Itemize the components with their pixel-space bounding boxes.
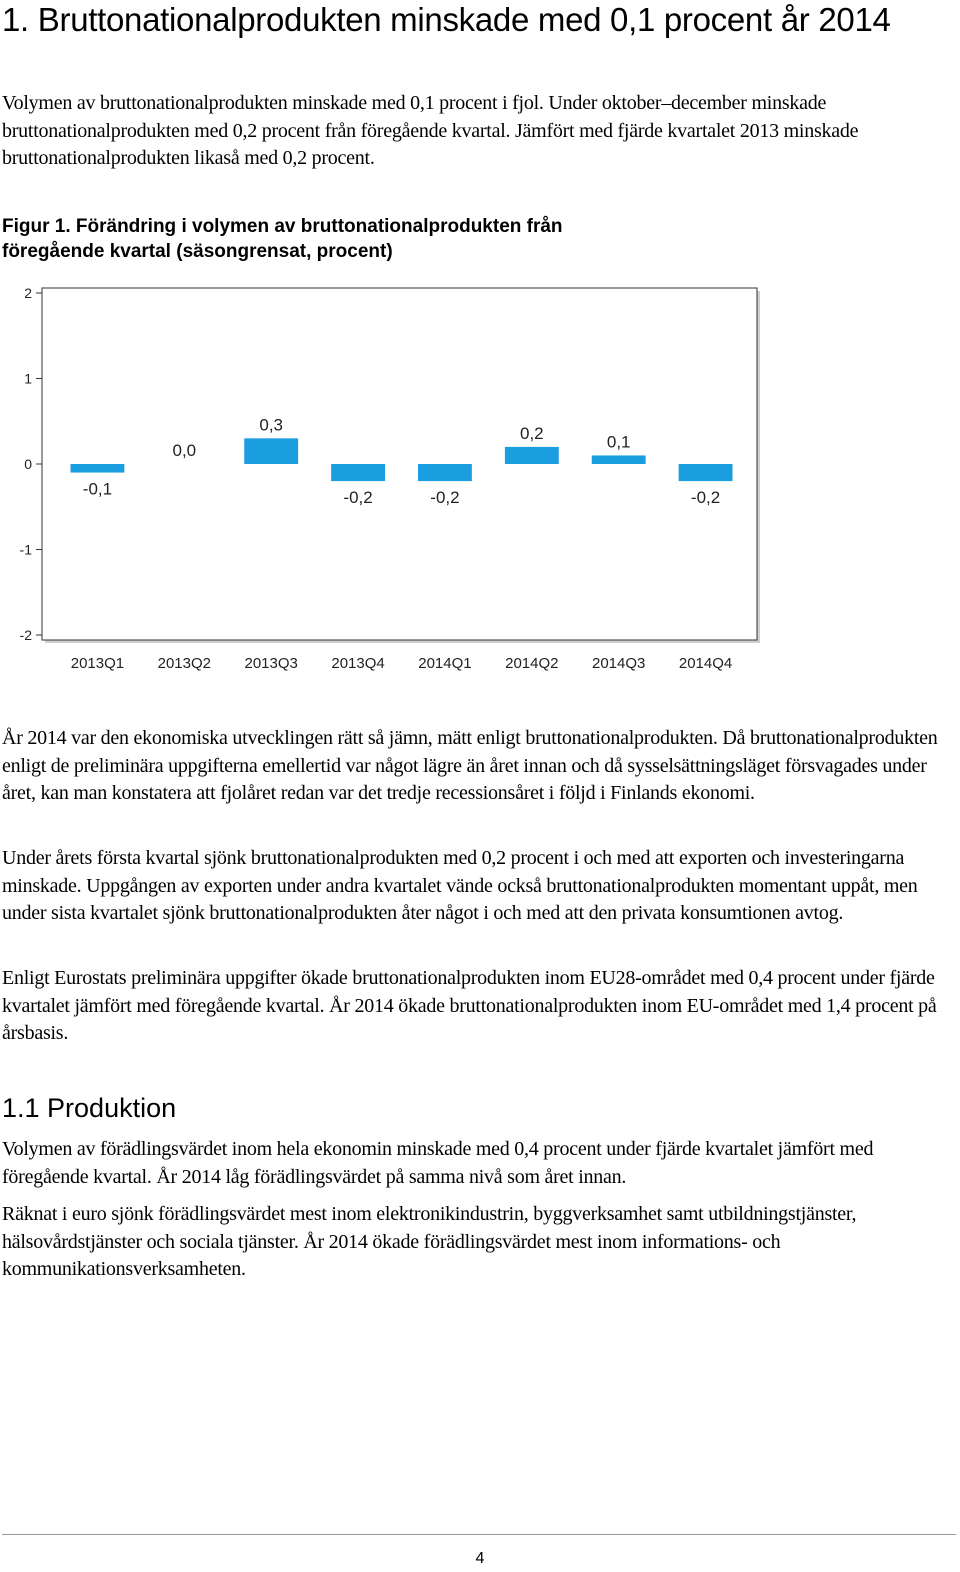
bar <box>71 464 125 473</box>
bar <box>592 455 646 464</box>
data-label: -0,1 <box>82 479 113 499</box>
plot-area <box>42 288 757 640</box>
body-paragraph-3: Enligt Eurostats preliminära uppgifter ökade bruttonationalprodukten inom EU28-området med 0,4 procent under fjärde kvartalet jämfört med föregående kvartal. År 2014 ökade bruttonationalprodukten inom EU-området med 1,4 procent på årsbasis. <box>2 967 937 1044</box>
x-tick-label: 2014Q4 <box>678 655 733 672</box>
data-label: 0,1 <box>606 432 631 452</box>
bar <box>418 464 472 481</box>
data-label: 0,2 <box>519 423 544 443</box>
bar <box>679 464 733 481</box>
data-label: -0,2 <box>430 488 460 508</box>
data-label: 0,3 <box>259 415 284 435</box>
y-tick-label: -1 <box>19 541 32 558</box>
gdp-bar-chart <box>2 278 772 678</box>
section-paragraph-1: Volymen av förädlingsvärdet inom hela ekonomin minskade med 0,4 procent under fjärde kvartalet jämfört med föregående kvartal. År 2014 låg förädlingsvärdet på samma nivå som året innan. <box>2 1138 874 1188</box>
main-heading: 1. Bruttonationalprodukten minskade med 0,1 procent år 2014 <box>2 1 891 38</box>
body-paragraph-2: Under årets första kvartal sjönk bruttonationalprodukten med 0,2 procent i och med att exporten och investeringarna minskade. Uppgången av exporten under andra kvartalet vände också bruttonationalprodukten momentant uppåt, men under sista kvartalet sjönk bruttonationalprodukten åter något i och med att den privata konsumtionen avtog. <box>2 847 918 924</box>
x-tick-label: 2013Q1 <box>70 655 125 672</box>
y-tick-label: 2 <box>24 285 32 301</box>
x-tick-label: 2014Q2 <box>505 655 559 672</box>
bar <box>505 447 559 464</box>
section-paragraph-2: Räknat i euro sjönk förädlingsvärdet mest inom elektronikindustrin, byggverksamhet samt utbildningstjänster, hälsovårdstjänster och sociala tjänster. År 2014 ökade förädlingsvärdet mest inom informations- och kommunikationsverksamheten. <box>2 1203 857 1280</box>
x-tick-label: 2013Q2 <box>157 655 212 672</box>
data-label: -0,2 <box>690 488 721 508</box>
x-tick-label: 2013Q4 <box>331 655 385 672</box>
y-tick-label: 0 <box>24 456 32 472</box>
bar <box>244 438 298 464</box>
body-paragraph-1: År 2014 var den ekonomiska utvecklingen rätt så jämn, mätt enligt bruttonationalprodukten. Då bruttonationalprodukten enligt de preliminära uppgifterna emellertid var något lägre än året innan och då sysselsättningsläget försvagades under året, kan man konstatera att fjolåret redan var det tredje recessionsåret i följd i Finlands ekonomi. <box>2 727 938 804</box>
intro-paragraph: Volymen av bruttonationalprodukten minskade med 0,1 procent i fjol. Under oktober–december minskade bruttonationalprodukten med 0,2 procent från föregående kvartal. Jämfört med fjärde kvartalet 2013 minskade bruttonationalprodukten likaså med 0,2 procent. <box>2 92 859 169</box>
section-heading: 1.1 Produktion <box>2 1093 177 1123</box>
x-tick-label: 2014Q1 <box>418 655 472 672</box>
x-tick-label: 2014Q3 <box>591 655 646 672</box>
data-label: 0,0 <box>172 441 197 460</box>
y-tick-label: -2 <box>19 627 32 643</box>
bar <box>331 464 385 481</box>
footer-divider <box>2 1534 956 1535</box>
x-tick-label: 2013Q3 <box>244 655 298 672</box>
page-number: 4 <box>475 1550 485 1567</box>
y-tick-label: 1 <box>24 370 32 387</box>
data-label: -0,2 <box>343 488 373 508</box>
figure-title: Figur 1. Förändring i volymen av bruttonationalprodukten från föregående kvartal (säsongrensat, procent) <box>2 216 563 262</box>
chart-svg <box>2 278 772 678</box>
